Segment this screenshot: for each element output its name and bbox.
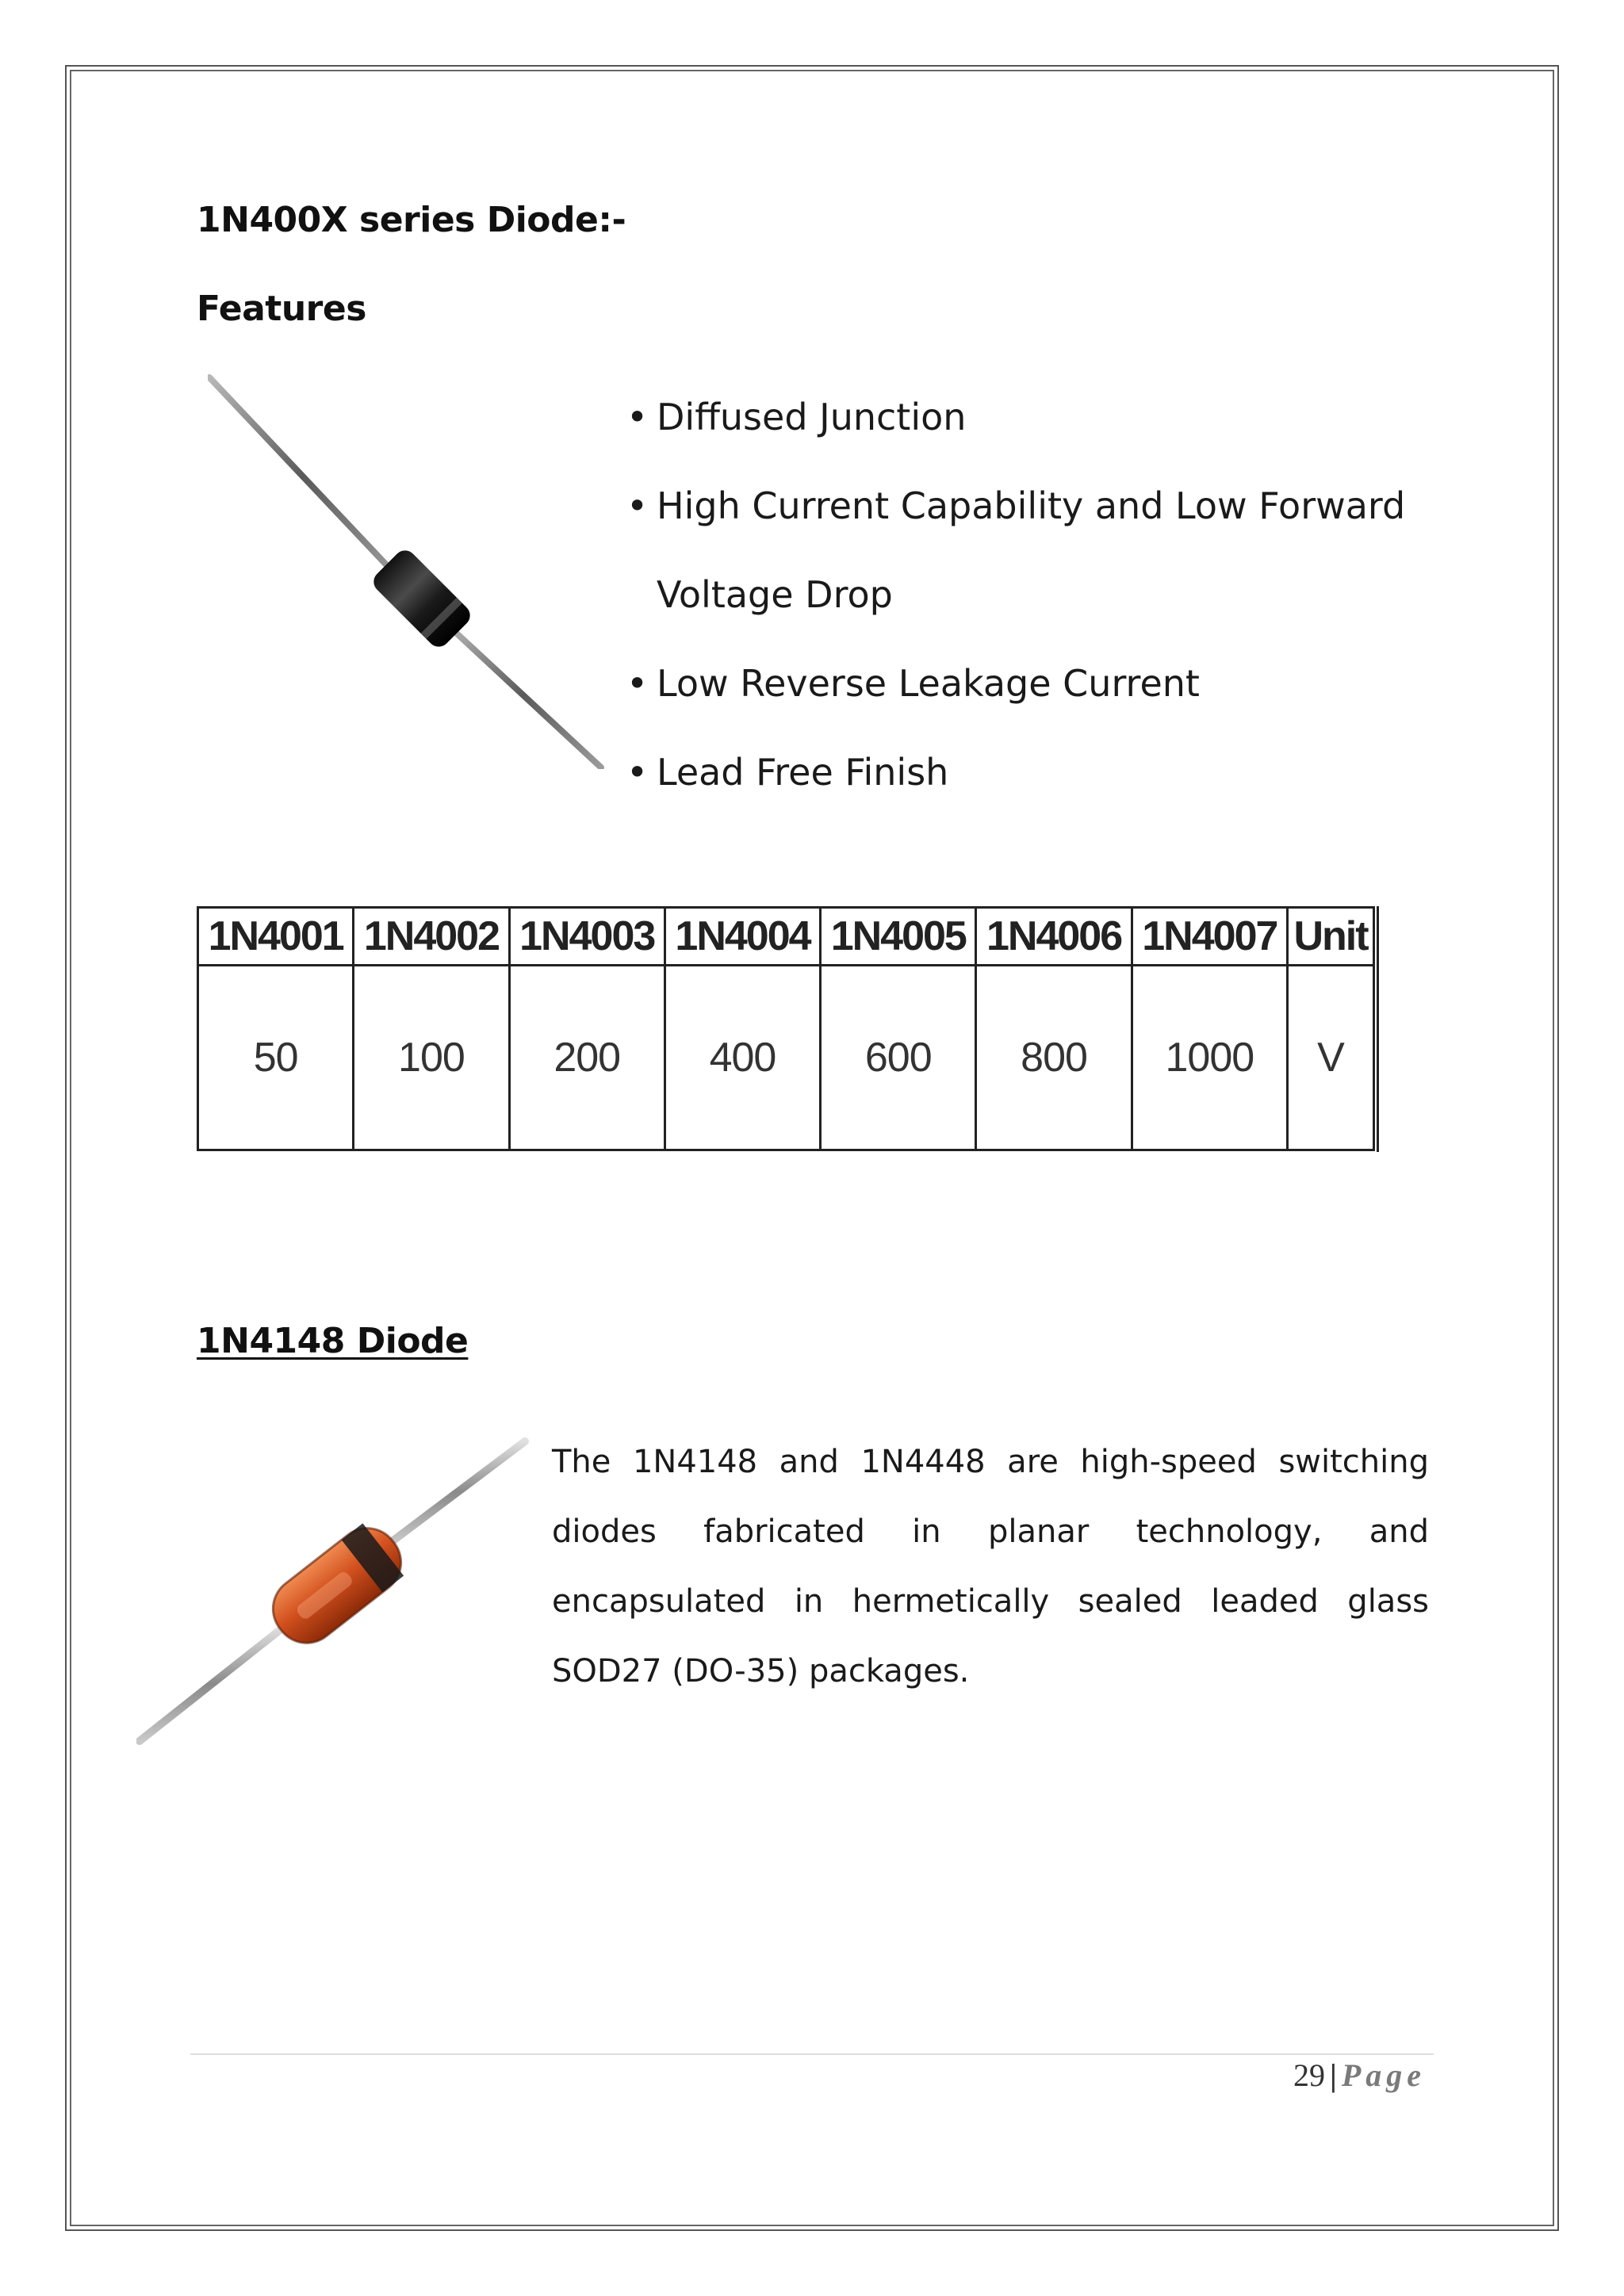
voltage-rating-table xyxy=(197,906,1375,1151)
bullet-icon: • xyxy=(626,751,649,794)
table-cell: V xyxy=(1287,966,1373,1150)
table-header-cell: Unit xyxy=(1287,908,1373,966)
table-row xyxy=(198,966,1374,1150)
feature-item: • Lead Free Finish xyxy=(626,728,1443,817)
diode-description: The 1N4148 and 1N4448 are high-speed switching diodes fabricated in planar technology, and encapsulated in hermetically sealed leaded glass SOD27 (DO-35) packages. xyxy=(552,1444,1429,1689)
bullet-icon: • xyxy=(626,484,649,527)
diode-1n4148-image xyxy=(136,1437,533,1746)
table-header-cell: 1N4002 xyxy=(354,908,509,966)
bullet-icon: • xyxy=(626,396,649,438)
footer-separator: | xyxy=(1330,2057,1337,2093)
table-right-border xyxy=(1377,906,1379,1152)
features-list xyxy=(626,373,1443,817)
section-title-1n4148: 1N4148 Diode xyxy=(197,1321,469,1361)
table-header-cell: 1N4003 xyxy=(509,908,665,966)
features-heading: Features xyxy=(197,289,366,329)
table-header-cell: 1N4007 xyxy=(1132,908,1287,966)
table-cell: 200 xyxy=(509,966,665,1150)
page-word: Page xyxy=(1341,2057,1426,2093)
section-title-1n400x: 1N400X series Diode:- xyxy=(197,200,626,240)
table-header-row xyxy=(198,908,1374,966)
feature-item: • Diffused Junction xyxy=(626,373,1443,461)
table-header-cell: 1N4004 xyxy=(665,908,820,966)
page-footer xyxy=(1293,2057,1426,2094)
table-cell: 600 xyxy=(821,966,976,1150)
diode-1n400x-image xyxy=(208,373,604,769)
footer-divider xyxy=(190,2053,1434,2055)
table-cell: 1000 xyxy=(1132,966,1287,1150)
table-cell: 100 xyxy=(354,966,509,1150)
page-number: 29 xyxy=(1293,2057,1325,2093)
table-cell: 400 xyxy=(665,966,820,1150)
table-header-cell: 1N4005 xyxy=(821,908,976,966)
feature-item: • Low Reverse Leakage Current xyxy=(626,639,1443,728)
table-cell: 50 xyxy=(198,966,354,1150)
table-cell: 800 xyxy=(976,966,1132,1150)
table-header-cell: 1N4006 xyxy=(976,908,1132,966)
bullet-icon: • xyxy=(626,662,649,705)
feature-item: • High Current Capability and Low Forward Voltage Drop xyxy=(626,461,1443,639)
table-header-cell: 1N4001 xyxy=(198,908,354,966)
